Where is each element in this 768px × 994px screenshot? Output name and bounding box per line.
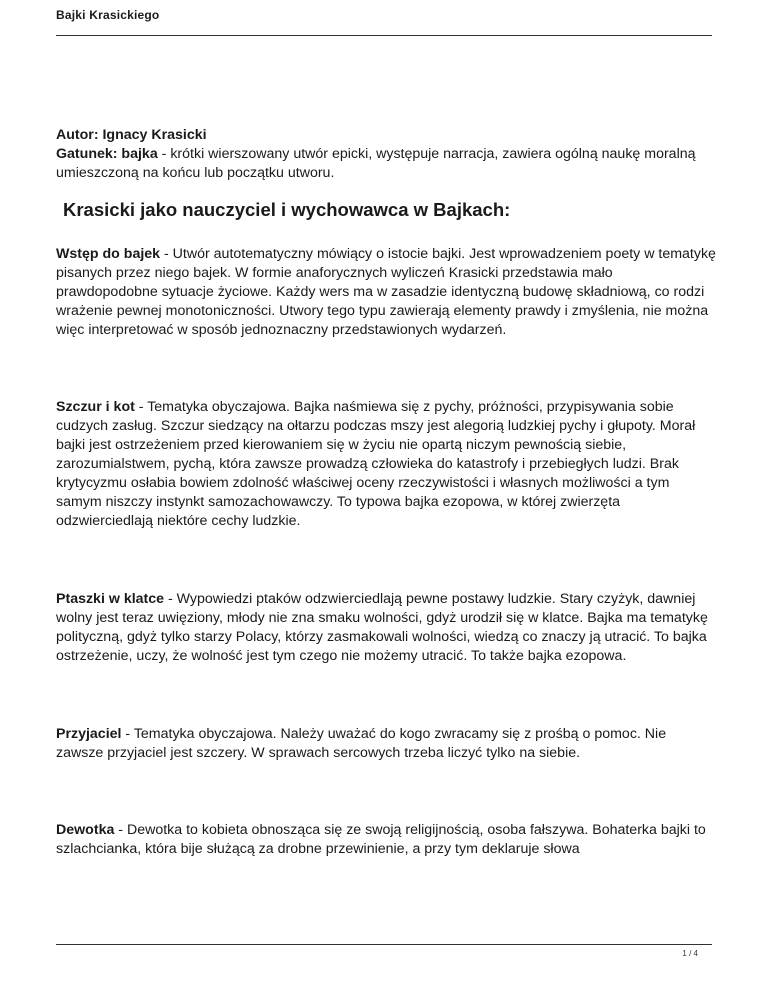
paragraph-dewotka [56,821,716,859]
paragraph-szczur-i-kot [56,398,716,531]
paragraph-text: - Utwór autotematyczny mówiący o istocie bajki. Jest wprowadzeniem poety w tematykę pisanych przez niego bajek. W formie anaforycznych wyliczeń Krasicki przedstawia mało prawdopodobne sytuacje życiowe. Każdy wers ma w zasadzie identyczną budowę składniową, co rodzi wrażenie pewnej monotoniczności. Utwory tego typu zawierają elementy prawdy i zmyślenia, nie można więc interpretować w sposób jednoznaczny przedstawionych wydarzeń. [56,246,716,338]
author-line: Autor: Ignacy Krasicki [56,127,207,143]
genre-text: - krótki wierszowany utwór epicki, występuje narracja, zawiera ogólną naukę moralną umieszczoną na końcu lub początku utworu. [56,146,696,181]
genre-label: Gatunek: bajka [56,146,158,162]
document-title: Bajki Krasickiego [56,8,160,22]
paragraph-title: Przyjaciel [56,726,122,742]
paragraph-wstep [56,245,716,340]
footer-divider [56,944,712,945]
paragraph-title: Ptaszki w klatce [56,591,165,607]
paragraph-przyjaciel [56,725,716,763]
paragraph-text: - Dewotka to kobieta obnosząca się ze swoją religijnością, osoba fałszywa. Bohaterka bajki to szlachcianka, która bije służącą za drobne przewinienie, a przy tym deklaruje słowa [56,822,706,857]
paragraph-text: - Wypowiedzi ptaków odzwierciedlają pewne postawy ludzkie. Stary czyżyk, dawniej wolny jest teraz uwięziony, młody nie zna smaku wolności, gdyż urodził się w klatce. Bajka ma tematykę polityczną, gdyż tylko starzy Polacy, którzy zasmakowali wolności, wiedzą co znaczy ją utracić. To bajka ostrzeżenie, uczy, że wolność jest tym czego nie możemy utracić. To także bajka ezopowa. [56,591,708,664]
document-body [56,126,716,859]
section-heading: Krasicki jako nauczyciel i wychowawca w Bajkach: [63,199,511,220]
paragraph-title: Szczur i kot [56,399,135,415]
paragraph-text: - Tematyka obyczajowa. Bajka naśmiewa się z pychy, próżności, przypisywania sobie cudzych zasług. Szczur siedzący na ołtarzu podczas mszy jest alegorią ludzkiej pychy i głupoty. Morał bajki jest ostrzeżeniem przed kierowaniem się w życiu nie opartą niczym pewnością siebie, zarozumialstwem, pychą, która zawsze prowadzą człowieka do katastrofy i przebiegłych ludzi. Brak krytycyzmu osłabia bowiem zdolność właściwej oceny rzeczywistości i własnych możliwości a tym samym niszczy instynkt samozachowawczy. To typowa bajka ezopowa, w której zwierzęta odzwierciedlają niektóre cechy ludzkie. [56,399,696,529]
page-header [56,8,712,36]
paragraph-title: Dewotka [56,822,115,838]
genre-paragraph [56,145,716,183]
paragraph-text: - Tematyka obyczajowa. Należy uważać do kogo zwracamy się z prośbą o pomoc. Nie zawsze przyjaciel jest szczery. W sprawach sercowych trzeba liczyć tylko na siebie. [56,726,667,761]
paragraph-title: Wstęp do bajek [56,246,161,262]
paragraph-ptaszki-w-klatce [56,590,716,666]
page-number: 1 / 4 [682,949,698,958]
